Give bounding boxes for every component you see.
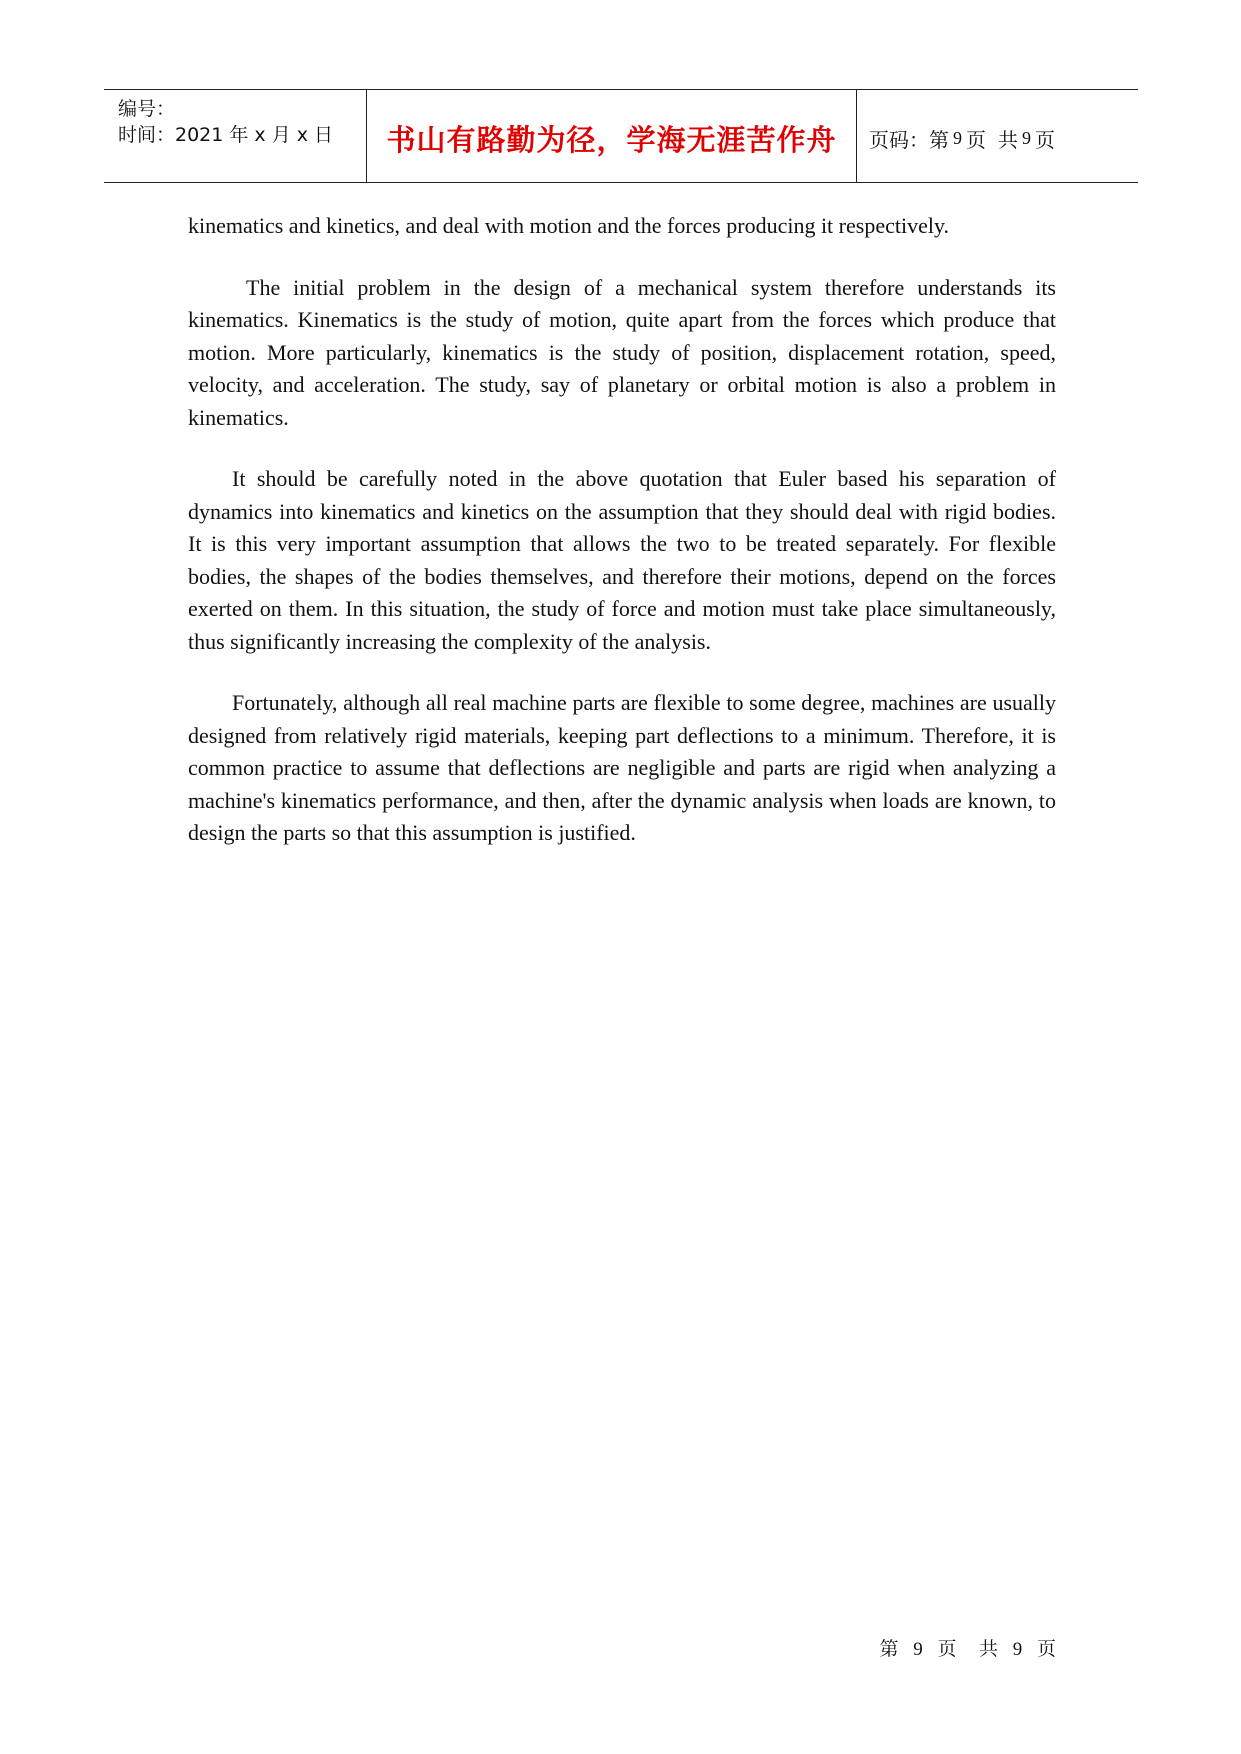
header-motto: 书山有路勤为径，学海无涯苦作舟: [386, 122, 837, 157]
footer-page-mid: 页: [937, 1639, 958, 1660]
body-paragraph: It should be carefully noted in the above quotation that Euler based his separation of dynamics into kinematics and kinetics on the assumption that they should deal with rigid bodies. It is this very important assumption that allows the two to be treated separately. For flexible bodies, the shapes of the bodies themselves, and therefore their motions, depend on the forces exerted on them. In this situation, the study of force and motion must take place simultaneously, thus significantly increasing the complexity of the analysis.: [188, 466, 1056, 654]
header-page-prefix: 页码：第: [869, 127, 949, 152]
footer-page-current: 9: [913, 1639, 924, 1660]
body-paragraph: kinematics and kinetics, and deal with motion and the forces producing it respectively.: [188, 213, 950, 238]
footer-page-suffix: 页: [1036, 1639, 1057, 1660]
footer-page-prefix: 第: [879, 1639, 900, 1660]
page-footer: [0, 1634, 1057, 1661]
footer-page-total: 9: [1012, 1639, 1024, 1660]
header-info-cell: [104, 90, 367, 182]
page-header: [104, 89, 1138, 183]
document-body: [188, 210, 1056, 879]
header-motto-cell: [367, 90, 857, 182]
header-page-mid: 页: [966, 127, 986, 152]
body-paragraph: The initial problem in the design of a mechanical system therefore understands its kinematics. Kinematics is the study of motion, quite apart from the forces which produce that motion. More particularly, kinematics is the study of position, displacement rotation, speed, velocity, and acceleration. The study, say of planetary or orbital motion is also a problem in kinematics.: [188, 274, 1056, 430]
header-page-total-prefix: 共: [998, 127, 1018, 152]
body-paragraph: Fortunately, although all real machine parts are flexible to some degree, machines are usually designed from relatively rigid materials, keeping part deflections to a minimum. Therefore, it is common practice to assume that deflections are negligible and parts are rigid when analyzing a machine's kinematics performance, and then, after the dynamic analysis when loads are known, to design the parts so that this assumption is justified.: [188, 690, 1056, 845]
header-page-suffix: 页: [1035, 127, 1055, 152]
header-page-current: 9: [953, 127, 962, 148]
header-page-cell: [857, 90, 1138, 182]
document-time-label: 时间：2021 年 x 月 x 日: [118, 124, 334, 146]
header-page-total: 9: [1022, 127, 1031, 148]
footer-page-total-prefix: 共: [978, 1639, 999, 1660]
document-code-label: 编号：: [118, 98, 176, 120]
